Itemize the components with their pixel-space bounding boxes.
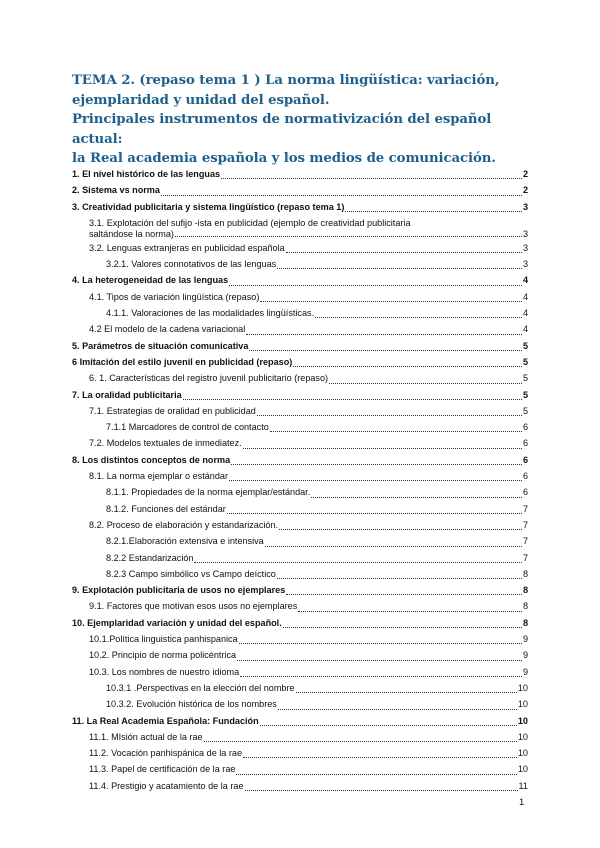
toc-entry-page: 3	[522, 201, 528, 212]
toc-entry[interactable]	[72, 745, 528, 761]
toc-entry-page: 4	[522, 275, 528, 286]
toc-entry-page: 8	[522, 617, 528, 628]
dot-leader	[296, 691, 517, 693]
toc-entry-title: 7.2. Modelos textuales de inmediatez.	[89, 438, 242, 449]
toc-entry-page: 5	[522, 373, 528, 384]
toc-entry-title: 5. Parámetros de situación comunicativa	[72, 340, 249, 351]
toc-entry-page: 9	[522, 666, 528, 677]
toc-entry[interactable]	[72, 696, 528, 712]
toc-entry-title: 11.4. Prestigio y acatamiento de la rae	[89, 780, 244, 791]
dot-leader	[204, 740, 517, 742]
dot-leader	[260, 724, 517, 726]
toc-entry[interactable]	[72, 484, 528, 500]
toc-entry-title: 4.1.1. Valoraciones de las modalidades lingüísticas.	[106, 308, 315, 319]
toc-entry-title: 7.1. Estrategias de oralidad en publicidad	[89, 405, 256, 416]
toc-entry-page: 6	[522, 438, 528, 449]
toc-entry-title: 7. La oralidad publicitaria	[72, 389, 182, 400]
toc-entry-title: 8.1.1. Propiedades de la norma ejemplar/estándar.	[106, 487, 311, 498]
toc-entry-page: 10	[517, 699, 528, 710]
toc-entry[interactable]	[72, 517, 528, 533]
toc-entry[interactable]	[72, 240, 528, 256]
toc-entry-page: 5	[522, 340, 528, 351]
toc-entry-page: 5	[522, 356, 528, 367]
toc-entry-title: 8.2.2 Estandarización	[106, 552, 194, 563]
toc-entry[interactable]	[72, 435, 528, 451]
toc-entry-page: 4	[522, 308, 528, 319]
dot-leader	[345, 210, 522, 212]
toc-entry-title: 9.1. Factores que motivan esos usos no ejemplares	[89, 601, 298, 612]
toc-entry[interactable]	[72, 370, 528, 386]
toc-entry[interactable]	[72, 468, 528, 484]
toc-entry-title: 8.1.2. Funciones del estándar	[106, 503, 226, 514]
toc-entry-page: 6	[522, 487, 528, 498]
toc-entry-title: 3.2.1. Valores connotativos de las lenguas	[106, 259, 277, 270]
toc-entry-title: 11. La Real Academia Española: Fundación	[72, 715, 259, 726]
toc-entry[interactable]	[72, 305, 528, 321]
dot-leader	[227, 512, 522, 514]
toc-entry-title: 7.1.1 Marcadores de control de contacto	[106, 422, 269, 433]
dot-leader	[231, 463, 522, 465]
toc-entry[interactable]	[72, 387, 528, 403]
toc-entry-page: 7	[522, 519, 528, 530]
toc-entry-title: 10.1.Política linguistica panhispanica	[89, 634, 238, 645]
dot-leader	[245, 789, 518, 791]
dot-leader	[265, 545, 522, 547]
title-line-3: Principales instrumentos de normativización del español actual:	[72, 112, 492, 147]
toc-entry[interactable]	[72, 729, 528, 745]
toc-entry[interactable]	[72, 215, 528, 240]
toc-entry-title: 3. Creatividad publicitaria y sistema lingüístico (repaso tema 1)	[72, 201, 345, 212]
toc-entry-title: 11.1. MIsión actual de la rae	[89, 731, 203, 742]
toc-entry-title: 6 Imitación del estilo juvenil en publicidad (repaso)	[72, 356, 293, 367]
toc-entry-page: 10	[517, 715, 528, 726]
toc-entry[interactable]	[72, 631, 528, 647]
toc-entry[interactable]	[72, 598, 528, 614]
toc-entry-title: 4. La heterogeneidad de las lenguas	[72, 275, 229, 286]
toc-entry-title: 8.1. La norma ejemplar o estándar	[89, 471, 229, 482]
toc-entry-page: 10	[517, 731, 528, 742]
dot-leader	[175, 235, 522, 237]
toc-entry-title: 10.2. Principio de norma policéntrica	[89, 650, 237, 661]
toc-entry[interactable]	[72, 166, 528, 182]
toc-entry-page: 7	[522, 503, 528, 514]
toc-entry-page: 10	[517, 682, 528, 693]
dot-leader	[315, 316, 522, 318]
toc-entry-title: 8.2.1.Elaboración extensiva e intensiva	[106, 536, 264, 547]
dot-leader	[221, 177, 522, 179]
toc-entry-title: 10.3.2. Evolución histórica de los nombres	[106, 699, 277, 710]
dot-leader	[183, 398, 522, 400]
toc-entry-page: 4	[522, 291, 528, 302]
dot-leader	[260, 300, 522, 302]
toc-entry[interactable]	[72, 713, 528, 729]
toc-entry-page: 7	[522, 536, 528, 547]
dot-leader	[257, 414, 522, 416]
dot-leader	[240, 675, 522, 677]
page-number: 1	[519, 797, 525, 808]
toc-entry[interactable]	[72, 272, 528, 288]
toc-entry[interactable]	[72, 419, 528, 435]
dot-leader	[229, 479, 522, 481]
toc-entry[interactable]	[72, 289, 528, 305]
toc-entry-page: 2	[522, 185, 528, 196]
toc-entry[interactable]	[72, 354, 528, 370]
title-line-1: TEMA 2. (repaso tema 1 ) La norma lingüística: variación,	[72, 73, 500, 88]
dot-leader	[277, 267, 522, 269]
toc-entry-page: 8	[522, 568, 528, 579]
dot-leader	[293, 365, 522, 367]
dot-leader	[277, 577, 522, 579]
toc-entry-title: 8.2. Proceso de elaboración y estandarización.	[89, 519, 279, 530]
dot-leader	[229, 284, 522, 286]
title-line-2: ejemplaridad y unidad del español.	[72, 92, 330, 108]
toc-entry-title: 3.1. Explotación del sufijo -ista en publicidad (ejemplo de creatividad publicitaria	[89, 217, 411, 228]
toc-entry[interactable]	[72, 182, 528, 198]
toc-entry-title: 9. Explotación publicitaria de usos no ejemplares	[72, 585, 286, 596]
toc-entry[interactable]	[72, 321, 528, 337]
toc-entry-page: 6	[522, 422, 528, 433]
dot-leader	[246, 333, 522, 335]
toc-entry[interactable]	[72, 452, 528, 468]
dot-leader	[278, 708, 517, 710]
toc-entry-title: 2. Sistema vs norma	[72, 185, 160, 196]
toc-entry-page: 8	[522, 585, 528, 596]
dot-leader	[249, 349, 522, 351]
toc-entry[interactable]	[72, 338, 528, 354]
toc-entry-page: 9	[522, 650, 528, 661]
toc-entry[interactable]	[72, 199, 528, 215]
toc-entry-page: 6	[522, 471, 528, 482]
toc-entry[interactable]	[72, 550, 528, 566]
dot-leader	[237, 659, 522, 661]
dot-leader	[286, 251, 522, 253]
toc-entry-page: 11	[518, 780, 528, 791]
toc-entry[interactable]	[72, 680, 528, 696]
toc-entry-title: 1. El nivel histórico de las lenguas	[72, 169, 221, 179]
toc-entry[interactable]	[72, 778, 528, 794]
toc-entry[interactable]	[72, 566, 528, 582]
dot-leader	[279, 528, 522, 530]
toc-entry[interactable]	[72, 533, 528, 549]
dot-leader	[243, 756, 517, 758]
toc-entry-page: 6	[522, 454, 528, 465]
toc-entry-page: 5	[522, 389, 528, 400]
toc-entry-page: 7	[522, 552, 528, 563]
dot-leader	[161, 194, 522, 196]
toc-entry[interactable]	[72, 582, 528, 598]
toc-entry-page: 10	[517, 764, 528, 775]
toc-entry-page: 3	[522, 242, 528, 253]
toc-entry[interactable]	[72, 647, 528, 663]
toc-entry-title-continued: saltándose la norma)	[89, 228, 174, 239]
toc-entry-page: 3	[522, 228, 528, 239]
toc-entry-page: 3	[522, 259, 528, 270]
toc-entry-page: 2	[522, 169, 528, 179]
toc-entry-page: 9	[522, 634, 528, 645]
document-title	[72, 71, 542, 169]
toc-entry-title: 10. Ejemplaridad variación y unidad del español.	[72, 617, 282, 628]
title-line-4: la Real academia española y los medios de comunicación.	[72, 151, 496, 166]
dot-leader	[194, 561, 521, 563]
toc-entry-title: 4.1. Tipos de variación lingüística (repaso)	[89, 291, 260, 302]
toc-entry-title: 6. 1. Características del registro juvenil publicitario (repaso)	[89, 373, 329, 384]
toc-entry[interactable]	[72, 403, 528, 419]
toc-entry-title: 3.2. Lenguas extranjeras en publicidad española	[89, 242, 285, 253]
dot-leader	[239, 642, 522, 644]
toc-entry[interactable]	[72, 501, 528, 517]
toc-entry[interactable]	[72, 761, 528, 777]
dot-leader	[298, 610, 522, 612]
toc-entry-title: 8. Los distintos conceptos de norma	[72, 454, 231, 465]
toc-entry-page: 5	[522, 405, 528, 416]
toc-entry[interactable]	[72, 615, 528, 631]
toc-entry[interactable]	[72, 256, 528, 272]
dot-leader	[329, 382, 522, 384]
toc-entry[interactable]	[72, 664, 528, 680]
dot-leader	[286, 593, 522, 595]
table-of-contents	[72, 166, 528, 794]
toc-entry-page: 4	[522, 324, 528, 335]
toc-entry-page: 10	[517, 748, 528, 759]
dot-leader	[236, 773, 516, 775]
toc-entry-title: 11.2. Vocación panhispánica de la rae	[89, 748, 243, 759]
toc-entry-title: 8.2.3 Campo simbólico vs Campo deíctico	[106, 568, 276, 579]
toc-entry-title: 10.3. Los nombres de nuestro idioma	[89, 666, 240, 677]
dot-leader	[311, 496, 522, 498]
dot-leader	[270, 430, 522, 432]
toc-entry-title: 10.3.1 .Perspectivas en la elección del nombre	[106, 682, 295, 693]
dot-leader	[243, 447, 522, 449]
toc-entry-title: 4.2 El modelo de la cadena variacional	[89, 324, 246, 335]
toc-entry-page: 8	[522, 601, 528, 612]
dot-leader	[283, 626, 522, 628]
toc-entry-title: 11.3. Papel de certificación de la rae	[89, 764, 236, 775]
